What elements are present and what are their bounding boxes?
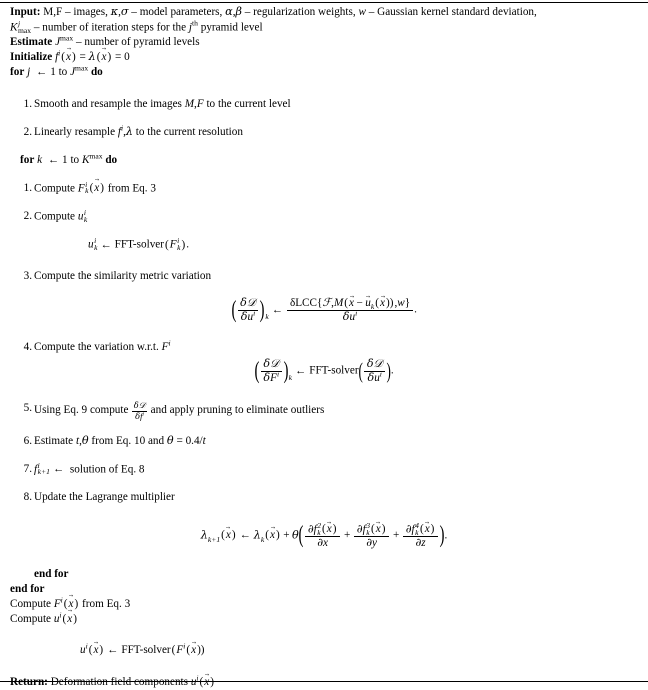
kmax-text: – number of iteration steps for the (31, 21, 189, 34)
period: . (186, 238, 189, 251)
for-keyword: for (10, 65, 25, 78)
vector-x: → x (69, 597, 74, 612)
step-number: 2. (23, 125, 32, 138)
period: . (444, 529, 448, 542)
symbol-f: f (34, 462, 38, 475)
vector-x: → x (94, 181, 99, 196)
step-text-a: Using Eq. 9 compute (34, 404, 132, 417)
estimate-line (0, 35, 648, 50)
input-label: Input: (10, 6, 41, 18)
symbol-J: J (55, 36, 61, 49)
partial-f2-over-dx: ∂f 2 k (→ x) ∂x (305, 522, 340, 550)
outer-step-2 (0, 125, 648, 140)
assign-arrow: ← (295, 364, 307, 377)
F-subsup: i k (177, 236, 181, 253)
plus-operator: + (343, 529, 351, 542)
step-number: 7. (23, 462, 32, 475)
step-number: 3. (23, 270, 32, 283)
inner-step-3 (0, 269, 648, 284)
symbol-lambda: λ (253, 528, 261, 542)
step-text-b: to the current resolution (133, 125, 243, 138)
step-text-b: to the current level (203, 97, 291, 110)
estimate-label: Estimate (10, 36, 53, 49)
symbol-alpha: α (225, 5, 233, 18)
step-number: 5. (23, 402, 32, 415)
symbol-F: F (176, 644, 184, 657)
input-text-4: – Gaussian kernel standard deviation, (365, 6, 537, 18)
step-text-b: from Eq. 3 (105, 181, 156, 194)
step-text-b: from Eq. 10 and (88, 434, 167, 447)
assign-arrow: ← (271, 304, 283, 316)
compute-label: Compute (10, 597, 54, 610)
step4-equation (0, 358, 648, 384)
symbol-lambda: λ (88, 50, 96, 64)
end-for-inner-line (0, 567, 648, 582)
inner-step-6 (0, 434, 648, 449)
ordinal-th: th (192, 18, 198, 28)
symbol-K: K (10, 21, 18, 34)
init-zero: 0 (124, 51, 130, 64)
symbol-t: t (202, 434, 206, 447)
fft-solver-label: FFT-solver (309, 364, 359, 377)
period: . (390, 364, 394, 377)
equals: = (173, 434, 186, 447)
symbol-F: F (196, 97, 204, 110)
delta-D-over-delta-u: $\frac{\text{δ𝒟}}{\delta u^i}$ (364, 358, 385, 384)
estimate-text: – number of pyramid levels (73, 36, 200, 49)
vector-x: → x (66, 50, 71, 65)
outer-step-1 (0, 97, 648, 112)
symbol-lambda: λ (200, 528, 208, 542)
u-sup-i: i (196, 673, 199, 683)
inner-steps-list-a (0, 181, 648, 225)
loop-bound-sup: max (75, 63, 89, 73)
loop-bound-K: K (81, 153, 90, 166)
symbol-F: F (53, 597, 61, 610)
F-subsup: i k (85, 179, 89, 196)
symbol-w: w (358, 6, 366, 18)
plus-operator: + (392, 529, 400, 542)
delta-D-over-delta-u: $\frac{\text{δ𝒟}}{\delta u^i}$ (238, 297, 259, 323)
inner-step-5 (0, 401, 648, 420)
spacer (0, 449, 648, 462)
inner-step-4 (0, 340, 648, 355)
step-text-b: and apply pruning to eliminate outliers (147, 404, 325, 417)
algorithm-body (0, 5, 648, 690)
symbol-theta: θ (81, 433, 89, 447)
vector-x: → x (204, 675, 209, 690)
f-sup-i: i (58, 48, 61, 58)
step8-equation: $\lambda_{k+1}(\to x)$ ← $\lambda_k(\to x) + \theta$( ∂f 2 k (→ x) ∂x + ∂f 3 k (→ x) ∂y + ∂f 4 k (→ x) ∂z ). (0, 522, 648, 550)
right-paren: ) (259, 297, 265, 324)
inner-steps-list-d (0, 401, 648, 504)
theta-value: 0.4/ (185, 434, 203, 447)
symbol-sigma: σ (120, 5, 129, 18)
return-text: Deformation field components (47, 676, 191, 689)
step-text: Compute the similarity metric variation (34, 270, 212, 283)
spacer (0, 196, 648, 209)
step-text-a: Linearly resample (34, 125, 118, 138)
symbol-u: u (88, 238, 94, 251)
u-subsup: i k (94, 236, 98, 253)
f-subsup: i k+1 (37, 460, 50, 477)
paren-subscript-k: k (288, 373, 293, 383)
loop-var-k: k (37, 153, 43, 166)
step-number: 4. (23, 341, 32, 354)
left-paren: ( (298, 522, 304, 549)
inner-steps-list-c (0, 340, 648, 355)
paren-subscript-k: k (265, 312, 269, 322)
step-number: 1. (23, 97, 32, 110)
step-text: Update the Lagrange multiplier (34, 490, 175, 503)
symbol-u: u (80, 644, 86, 657)
kmax-line (0, 20, 648, 35)
spacer (0, 477, 648, 490)
symbol-theta: θ (166, 433, 174, 447)
input-text-2: – model parameters, (128, 6, 226, 18)
comma: , (194, 97, 197, 110)
F-sup-i: i (60, 594, 63, 604)
outer-for-line (0, 65, 648, 80)
do-keyword: do (105, 153, 118, 166)
comma: , (79, 434, 82, 447)
spacer (0, 112, 648, 125)
input-line: Input: M,F – images, κ,σ – model parameters, α,β – regularization weights, w – Gaussian kernel standard deviation, (10, 5, 537, 18)
top-rule (0, 2, 648, 3)
vector-x: → x (191, 643, 196, 658)
partial-f4-over-dz: ∂f 4 k (→ x) ∂z (403, 522, 438, 550)
vector-x: → x (93, 643, 98, 658)
step-text-a: Smooth and resample the images (34, 97, 185, 110)
for-keyword: for (20, 153, 35, 166)
step-number: 8. (23, 490, 32, 503)
assign-arrow: ← (100, 238, 112, 251)
u-subsup: i k (83, 207, 88, 224)
period: . (414, 304, 417, 316)
loop-var-j: j (27, 65, 31, 78)
fft-solver-label: FFT-solver (121, 644, 171, 657)
F-sup-i: i (183, 641, 186, 651)
spacer (0, 421, 648, 434)
inner-step-7 (0, 462, 648, 477)
left-paren: ( (358, 359, 363, 384)
assign-arrow: ← (107, 644, 119, 657)
vector-x: → x (67, 612, 72, 627)
to-keyword: to (70, 153, 80, 166)
f-sup-i: i (120, 123, 124, 133)
u-sup-i: i (85, 641, 88, 651)
step-number: 2. (23, 209, 32, 222)
F-sup-i: i (168, 338, 171, 348)
to-keyword: to (58, 65, 68, 78)
inner-step-1: 1. Compute F i k (→ x) from Eq. 3 (0, 181, 648, 196)
end-for-keyword: end for (10, 582, 45, 595)
symbol-F: F (169, 238, 177, 251)
partial-f3-over-dy: ∂f 3 k (→ x) ∂y (354, 522, 389, 550)
loop-from: 1 (50, 65, 56, 78)
symbol-beta: β (235, 5, 242, 18)
input-text-1: M,F – images, (43, 6, 111, 18)
vector-x: → x (226, 528, 231, 543)
loop-bound-sup: max (89, 150, 103, 160)
step-text: solution of Eq. 8 (67, 462, 145, 475)
do-keyword: do (90, 65, 103, 78)
assign-arrow: ← (36, 65, 48, 78)
left-paren: ( (231, 297, 237, 324)
vector-x: → x (270, 528, 275, 543)
symbol-f: f (117, 125, 121, 138)
delta-D-over-delta-F: $\frac{\text{δ𝒟}}{\delta F^i}$ (261, 358, 282, 384)
step-number: 6. (23, 434, 32, 447)
J-max-sup: max (60, 33, 74, 43)
compute-F-line: Compute $F^i(\to x)$ from Eq. 3 (0, 597, 648, 612)
symbol-u: u (190, 676, 197, 689)
compute-u-line: Compute $u^i(\to x)$ (0, 612, 648, 627)
step-number: 1. (23, 181, 32, 194)
step-text: Compute the variation w.r.t. (34, 341, 162, 354)
u-sup-i: i (59, 609, 62, 619)
return-line: Return: Deformation field components $u^i(\to x)$ (0, 675, 648, 690)
left-paren: ( (254, 358, 260, 385)
comma: , (123, 125, 126, 138)
outer-steps-list (0, 97, 648, 140)
fft-solver-label: FFT-solver (114, 238, 164, 251)
lambda-sub: k (260, 534, 265, 544)
compute-F-tail: from Eq. 3 (79, 597, 131, 610)
initialize-line: Initialize $f^i(\to x) = \lambda(\to x) = 0$ (0, 50, 648, 65)
symbol-F: F (161, 341, 169, 354)
symbol-F: F (77, 181, 85, 194)
symbol-t: t (75, 434, 80, 447)
end-for-outer-line (0, 582, 648, 597)
symbol-M: M (184, 97, 195, 110)
step-text-a: Estimate (34, 434, 76, 447)
K-subsup: j max (17, 18, 32, 35)
loop-bound-J: J (70, 65, 76, 78)
plus-operator: + (283, 529, 290, 542)
assign-arrow: ← (52, 462, 65, 475)
loop-from: 1 (62, 153, 68, 166)
initialize-label: Initialize (10, 51, 53, 64)
right-paren: ) (283, 358, 289, 385)
symbol-lambda: λ (125, 124, 133, 138)
right-paren: ) (439, 522, 445, 549)
assign-arrow: ← (239, 529, 251, 542)
lcc-fraction: $\frac{\delta LCC\{ℱ,M(\to x - \to u_k(\to x)),w\}}{\delta u^i}$ (287, 297, 412, 323)
init-eq-2: = (112, 51, 125, 64)
end-for-keyword: end for (34, 567, 69, 580)
symbol-j: j (188, 21, 193, 34)
step2-equation: u i k ← FFT-solver(F i k ). (88, 236, 189, 253)
compute-label: Compute (10, 612, 54, 625)
symbol-u: u (53, 612, 60, 625)
final-equation: $u^i(\to x)$ ← FFT-$solver(F^i(\to x))$ (0, 643, 648, 658)
symbol-kappa: κ (110, 5, 119, 18)
kmax-tail: pyramid level (197, 21, 263, 34)
step3-equation (0, 297, 648, 323)
symbol-u: u (77, 210, 84, 223)
lambda-sub: k+1 (207, 534, 221, 544)
inner-step-2 (0, 209, 648, 224)
inner-for-line (0, 150, 648, 168)
step-text-a: Compute (34, 181, 78, 194)
assign-arrow: ← (47, 153, 60, 166)
right-paren: ) (386, 359, 391, 384)
step-text-a: Compute (34, 210, 78, 223)
vector-x: → x (101, 50, 106, 65)
return-label: Return: (10, 676, 48, 689)
inner-step-8 (0, 490, 648, 505)
delta-D-over-delta-f: $\frac{\text{δ𝒟}}{\delta f^i}$ (133, 400, 146, 421)
input-text-3: – regularization weights, (241, 6, 359, 18)
symbol-theta: θ (292, 528, 299, 542)
inner-steps-list-b (0, 269, 648, 284)
symbol-f: f (55, 51, 59, 64)
init-eq-1: = (76, 51, 89, 64)
